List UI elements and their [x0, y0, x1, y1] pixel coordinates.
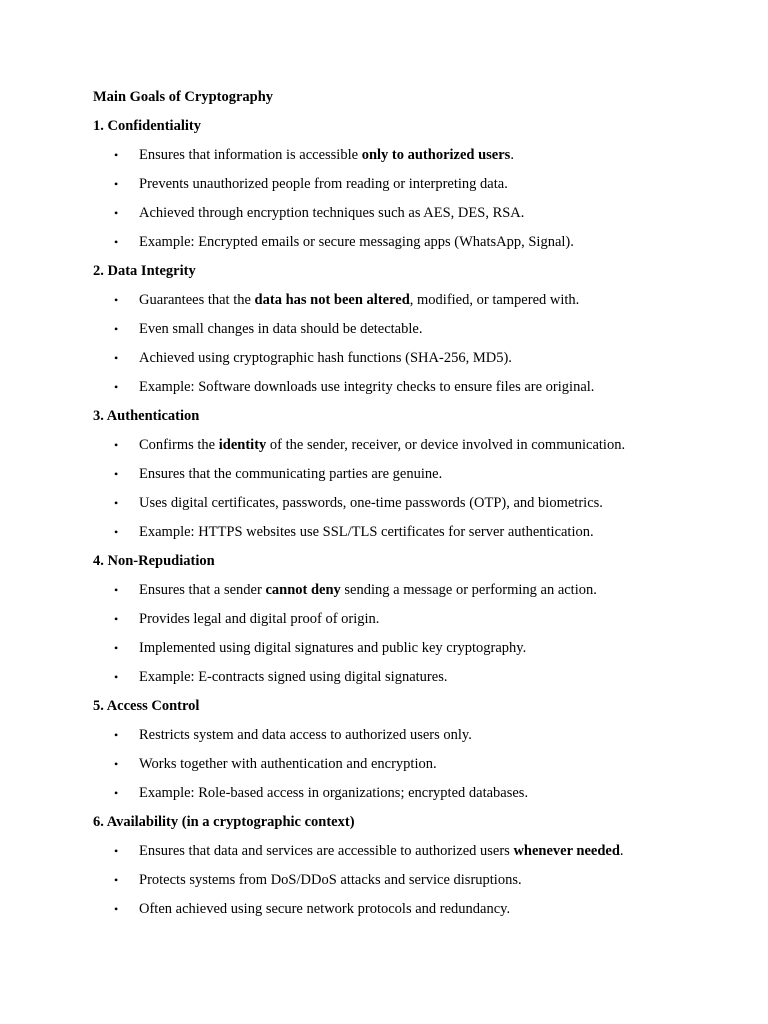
- item-text: Achieved through encryption techniques such as AES, DES, RSA.: [139, 205, 525, 221]
- section-heading: 2. Data Integrity: [93, 263, 196, 279]
- item-text: Ensures that information is accessible: [139, 147, 362, 163]
- item-text: of the sender, receiver, or device involved in communication.: [266, 437, 626, 453]
- bullet-icon: •: [114, 177, 119, 191]
- bullet-icon: •: [114, 786, 119, 800]
- bullet-icon: •: [114, 844, 119, 858]
- list-item: [93, 377, 728, 397]
- bullet-icon: •: [114, 351, 119, 365]
- section-3: [93, 406, 728, 542]
- list-item: [93, 464, 728, 484]
- item-text: .: [619, 843, 624, 859]
- list-item: [93, 232, 728, 252]
- bullet-icon: •: [114, 380, 119, 394]
- bullet-icon: •: [114, 438, 119, 452]
- bullet-list: [93, 580, 728, 687]
- item-text: Implemented using digital signatures and public key cryptography.: [139, 640, 527, 656]
- list-item: [93, 145, 728, 165]
- item-text: Example: Encrypted emails or secure messaging apps (WhatsApp, Signal).: [139, 234, 574, 250]
- bullet-icon: •: [114, 293, 119, 307]
- item-text: Guarantees that the: [139, 292, 255, 308]
- item-text: Example: E-contracts signed using digital signatures.: [139, 669, 448, 685]
- bullet-icon: •: [114, 525, 119, 539]
- bullet-icon: •: [114, 612, 119, 626]
- section-heading: 3. Authentication: [93, 408, 200, 424]
- section-1: [93, 116, 728, 252]
- list-item: [93, 348, 728, 368]
- bullet-icon: •: [114, 322, 119, 336]
- section-4: [93, 551, 728, 687]
- bullet-icon: •: [114, 902, 119, 916]
- list-item: [93, 435, 728, 455]
- item-text: Restricts system and data access to authorized users only.: [139, 727, 472, 743]
- bullet-icon: •: [114, 496, 119, 510]
- bullet-list: [93, 290, 728, 397]
- item-text: Example: HTTPS websites use SSL/TLS certificates for server authentication.: [139, 524, 594, 540]
- section-heading: 1. Confidentiality: [93, 118, 201, 134]
- list-item: [93, 783, 728, 803]
- item-text: Prevents unauthorized people from reading or interpreting data.: [139, 176, 508, 192]
- sections-container: [93, 116, 728, 919]
- bullet-icon: •: [114, 467, 119, 481]
- item-text: Uses digital certificates, passwords, one-time passwords (OTP), and biometrics.: [139, 495, 603, 511]
- bold-text: cannot deny: [265, 582, 341, 598]
- list-item: [93, 870, 728, 890]
- bullet-icon: •: [114, 583, 119, 597]
- list-item: [93, 203, 728, 223]
- list-item: [93, 522, 728, 542]
- bullet-icon: •: [114, 873, 119, 887]
- document-title: Main Goals of Cryptography: [93, 89, 274, 105]
- bold-text: whenever needed: [513, 843, 620, 859]
- list-item: [93, 638, 728, 658]
- item-text: Ensures that data and services are accessible to authorized users: [139, 843, 514, 859]
- list-item: [93, 580, 728, 600]
- bullet-icon: •: [114, 757, 119, 771]
- list-item: [93, 667, 728, 687]
- item-text: Works together with authentication and encryption.: [139, 756, 437, 772]
- item-text: sending a message or performing an action.: [340, 582, 597, 598]
- bullet-icon: •: [114, 235, 119, 249]
- item-text: Ensures that a sender: [139, 582, 266, 598]
- item-text: Example: Software downloads use integrity checks to ensure files are original.: [139, 379, 595, 395]
- item-text: Ensures that the communicating parties are genuine.: [139, 466, 443, 482]
- bold-text: identity: [218, 437, 267, 453]
- item-text: Provides legal and digital proof of origin.: [139, 611, 380, 627]
- list-item: [93, 493, 728, 513]
- bold-text: only to authorized users: [361, 147, 511, 163]
- list-item: [93, 609, 728, 629]
- section-2: [93, 261, 728, 397]
- bullet-icon: •: [114, 148, 119, 162]
- item-text: Often achieved using secure network protocols and redundancy.: [139, 901, 511, 917]
- list-item: [93, 174, 728, 194]
- list-item: [93, 899, 728, 919]
- bullet-icon: •: [114, 728, 119, 742]
- bullet-icon: •: [114, 670, 119, 684]
- list-item: [93, 725, 728, 745]
- section-heading: 4. Non-Repudiation: [93, 553, 215, 569]
- bullet-icon: •: [114, 206, 119, 220]
- item-text: , modified, or tampered with.: [409, 292, 580, 308]
- list-item: [93, 319, 728, 339]
- section-heading: 5. Access Control: [93, 698, 200, 714]
- bullet-list: [93, 841, 728, 919]
- section-heading: 6. Availability (in a cryptographic context): [93, 814, 355, 830]
- section-5: [93, 696, 728, 803]
- list-item: [93, 290, 728, 310]
- bullet-list: [93, 145, 728, 252]
- section-6: [93, 812, 728, 919]
- list-item: [93, 841, 728, 861]
- item-text: .: [510, 147, 514, 163]
- item-text: Protects systems from DoS/DDoS attacks and service disruptions.: [139, 872, 522, 888]
- item-text: Example: Role-based access in organizations; encrypted databases.: [139, 785, 529, 801]
- item-text: Even small changes in data should be detectable.: [139, 321, 423, 337]
- bullet-icon: •: [114, 641, 119, 655]
- bullet-list: [93, 725, 728, 803]
- item-text: Achieved using cryptographic hash functions (SHA-256, MD5).: [139, 350, 512, 366]
- item-text: Confirms the: [139, 437, 219, 453]
- bullet-list: [93, 435, 728, 542]
- list-item: [93, 754, 728, 774]
- bold-text: data has not been altered: [254, 292, 410, 308]
